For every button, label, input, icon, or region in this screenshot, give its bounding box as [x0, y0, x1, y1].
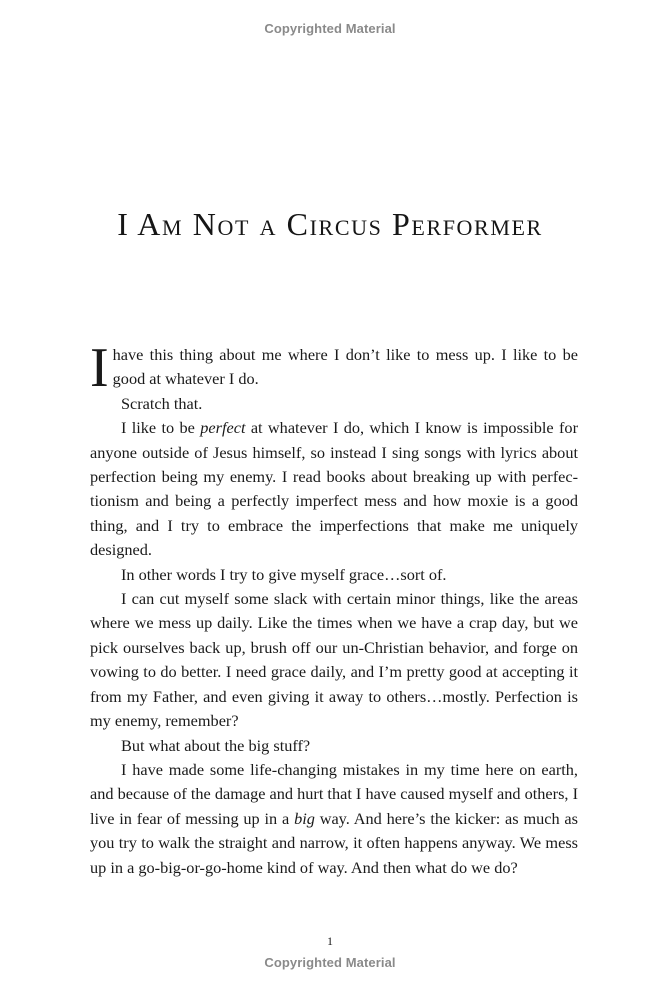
paragraph-3-emphasis: perfect	[200, 418, 246, 438]
paragraph-7	[90, 758, 578, 880]
paragraph-7-before: I have made some life-changing mistakes in my time here on earth, and because of the damage and hurt that I have caused myself and others, I live in fear of messing up in a	[90, 759, 578, 828]
paragraph-3	[90, 416, 578, 562]
copyright-watermark-top: Copyrighted Material	[264, 21, 396, 36]
paragraph-5: I can cut myself some slack with certain minor things, like the areas where we mess up daily. Like the times when we have a crap day, but we pick ourselves back up, brush off our un-Christian behavior, and forge on vowing to do better. I need grace daily, and I’m pretty good at accepting it from my Father, and even giving it away to others…mostly. Perfection is my enemy, remember?	[90, 589, 578, 731]
chapter-body	[90, 337, 578, 880]
page-number: 1	[327, 934, 333, 948]
paragraph-4: In other words I try to give myself grace…sort of.	[120, 564, 447, 584]
paragraph-3-after: at whatever I do, which I know is impossible for anyone outside of Jesus himself, so instead I sing songs with lyrics about perfection being my enemy. I read books about breaking up with perfectionism and being a perfectly imperfect mess and how moxie is a good thing, and I try to embrace the imperfections that make me uniquely designed.	[90, 418, 578, 560]
paragraph-1	[90, 337, 578, 399]
chapter-title: I Am Not a Circus Performer	[117, 206, 543, 242]
paragraph-7-emphasis: big	[294, 808, 315, 828]
copyright-watermark-bottom: Copyrighted Material	[264, 955, 396, 970]
paragraph-3-before: I like to be	[120, 418, 201, 438]
paragraph-6: But what about the big stuff?	[120, 735, 311, 755]
paragraph-7-after: way. And here’s the kicker: as much as you try to walk the straight and narrow, it often happens anyway. We mess up in a go-big-or-go-home kind of way. And then what do we do?	[90, 808, 578, 877]
paragraph-2: Scratch that.	[120, 393, 203, 413]
paragraph-1-text: have this thing about me where I don’t like to mess up. I like to be good at whatever I do.	[112, 345, 578, 389]
drop-cap: I	[90, 337, 109, 399]
